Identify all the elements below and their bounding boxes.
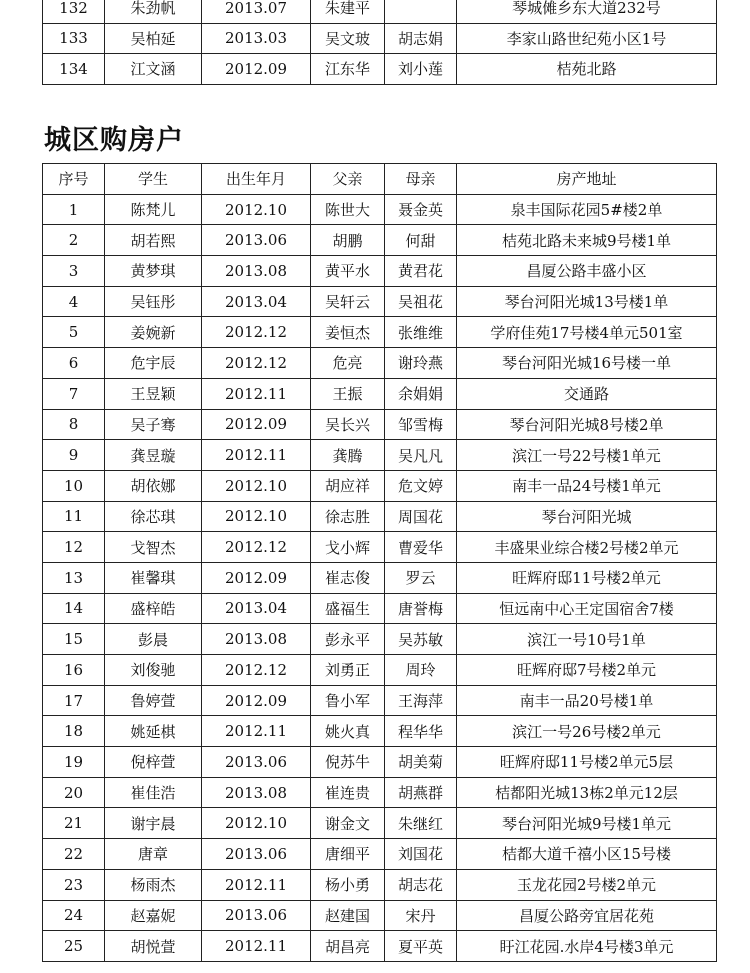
table-row — [43, 378, 717, 409]
cell-student: 刘俊驰 — [105, 655, 202, 686]
cell-birth: 2013.08 — [202, 624, 311, 655]
cell-mother: 张维维 — [385, 317, 457, 348]
cell-no: 11 — [43, 501, 105, 532]
cell-birth: 2012.09 — [202, 685, 311, 716]
cell-address: 琴台河阳光城13号楼1单 — [457, 286, 717, 317]
cell-birth: 2012.12 — [202, 532, 311, 563]
table-row — [43, 470, 717, 501]
cell-address: 滨江一号10号1单 — [457, 624, 717, 655]
cell-father: 姜恒杰 — [311, 317, 385, 348]
table-row — [43, 256, 717, 287]
cell-mother: 胡志娟 — [385, 23, 457, 54]
cell-no: 19 — [43, 747, 105, 778]
cell-birth: 2012.09 — [202, 409, 311, 440]
cell-father: 胡应祥 — [311, 470, 385, 501]
cell-student: 赵嘉妮 — [105, 900, 202, 931]
cell-mother: 刘小莲 — [385, 54, 457, 85]
cell-mother: 何甜 — [385, 225, 457, 256]
cell-birth: 2013.06 — [202, 900, 311, 931]
cell-father: 崔连贵 — [311, 777, 385, 808]
cell-mother: 胡燕群 — [385, 777, 457, 808]
cell-father: 江东华 — [311, 54, 385, 85]
cell-father: 赵建国 — [311, 900, 385, 931]
cell-address: 滨江一号26号楼2单元 — [457, 716, 717, 747]
table-row — [43, 716, 717, 747]
cell-student: 朱劲帆 — [105, 0, 202, 23]
cell-mother: 危文婷 — [385, 470, 457, 501]
header-birth: 出生年月 — [202, 164, 311, 195]
cell-mother: 吴苏敏 — [385, 624, 457, 655]
cell-birth: 2013.03 — [202, 23, 311, 54]
cell-student: 吴柏延 — [105, 23, 202, 54]
cell-birth: 2012.11 — [202, 440, 311, 471]
cell-father: 危亮 — [311, 348, 385, 379]
cell-no: 24 — [43, 900, 105, 931]
cell-mother — [385, 0, 457, 23]
cell-birth: 2013.06 — [202, 839, 311, 870]
cell-address: 恒远南中心王定国宿舍7楼 — [457, 593, 717, 624]
cell-no: 17 — [43, 685, 105, 716]
cell-address: 旺辉府邸7号楼2单元 — [457, 655, 717, 686]
cell-student: 谢宇晨 — [105, 808, 202, 839]
cell-father: 吴长兴 — [311, 409, 385, 440]
table-row — [43, 655, 717, 686]
cell-father: 倪苏牛 — [311, 747, 385, 778]
cell-address: 桔苑北路 — [457, 54, 717, 85]
table-row — [43, 0, 717, 23]
cell-birth: 2013.08 — [202, 777, 311, 808]
cell-mother: 宋丹 — [385, 900, 457, 931]
cell-no: 6 — [43, 348, 105, 379]
cell-mother: 周国花 — [385, 501, 457, 532]
cell-father: 彭永平 — [311, 624, 385, 655]
cell-student: 王昱颖 — [105, 378, 202, 409]
cell-father: 盛福生 — [311, 593, 385, 624]
table-row — [43, 501, 717, 532]
cell-address: 学府佳苑17号楼4单元501室 — [457, 317, 717, 348]
cell-father: 徐志胜 — [311, 501, 385, 532]
cell-mother: 余娟娟 — [385, 378, 457, 409]
cell-student: 姜婉新 — [105, 317, 202, 348]
cell-no: 10 — [43, 470, 105, 501]
cell-father: 刘勇正 — [311, 655, 385, 686]
cell-mother: 聂金英 — [385, 194, 457, 225]
cell-address: 昌厦公路丰盛小区 — [457, 256, 717, 287]
cell-address: 桔苑北路未来城9号楼1单 — [457, 225, 717, 256]
cell-birth: 2012.11 — [202, 378, 311, 409]
cell-student: 彭晨 — [105, 624, 202, 655]
cell-student: 陈梵儿 — [105, 194, 202, 225]
cell-mother: 谢玲燕 — [385, 348, 457, 379]
cell-mother: 王海萍 — [385, 685, 457, 716]
cell-address: 旺辉府邸11号楼2单元5层 — [457, 747, 717, 778]
cell-address: 琴台河阳光城 — [457, 501, 717, 532]
cell-father: 鲁小军 — [311, 685, 385, 716]
cell-father: 杨小勇 — [311, 869, 385, 900]
cell-father: 胡昌亮 — [311, 931, 385, 962]
cell-birth: 2012.12 — [202, 317, 311, 348]
cell-student: 危宇辰 — [105, 348, 202, 379]
cell-father: 姚火真 — [311, 716, 385, 747]
cell-no: 18 — [43, 716, 105, 747]
table-row — [43, 54, 717, 85]
table-row — [43, 23, 717, 54]
cell-student: 姚延棋 — [105, 716, 202, 747]
cell-birth: 2012.12 — [202, 655, 311, 686]
cell-student: 龚昱璇 — [105, 440, 202, 471]
cell-birth: 2012.10 — [202, 501, 311, 532]
cell-no: 4 — [43, 286, 105, 317]
cell-student: 唐章 — [105, 839, 202, 870]
housing-table — [42, 163, 717, 962]
cell-student: 胡依娜 — [105, 470, 202, 501]
cell-birth: 2013.04 — [202, 593, 311, 624]
header-address: 房产地址 — [457, 164, 717, 195]
cell-birth: 2012.11 — [202, 716, 311, 747]
cell-student: 盛梓皓 — [105, 593, 202, 624]
cell-student: 江文涵 — [105, 54, 202, 85]
cell-no: 25 — [43, 931, 105, 962]
section-title: 城区购房户 — [44, 125, 184, 156]
header-no: 序号 — [43, 164, 105, 195]
table-row — [43, 931, 717, 962]
cell-address: 桔都大道千禧小区15号楼 — [457, 839, 717, 870]
cell-mother: 吴凡凡 — [385, 440, 457, 471]
table-row — [43, 900, 717, 931]
cell-mother: 吴祖花 — [385, 286, 457, 317]
cell-father: 唐细平 — [311, 839, 385, 870]
cell-mother: 唐誉梅 — [385, 593, 457, 624]
cell-no: 15 — [43, 624, 105, 655]
cell-address: 琴台河阳光城9号楼1单元 — [457, 808, 717, 839]
cell-mother: 程华华 — [385, 716, 457, 747]
table-row — [43, 869, 717, 900]
cell-mother: 曹爱华 — [385, 532, 457, 563]
cell-father: 王振 — [311, 378, 385, 409]
table-row — [43, 747, 717, 778]
cell-student: 戈智杰 — [105, 532, 202, 563]
table-row — [43, 348, 717, 379]
cell-mother: 罗云 — [385, 562, 457, 593]
cell-birth: 2012.12 — [202, 348, 311, 379]
cell-birth: 2012.10 — [202, 808, 311, 839]
cell-no: 16 — [43, 655, 105, 686]
header-mother: 母亲 — [385, 164, 457, 195]
cell-birth: 2012.09 — [202, 54, 311, 85]
cell-address: 旺辉府邸11号楼2单元 — [457, 562, 717, 593]
cell-address: 琴城傩乡东大道232号 — [457, 0, 717, 23]
cell-birth: 2013.06 — [202, 225, 311, 256]
cell-birth: 2013.04 — [202, 286, 311, 317]
cell-address: 桔都阳光城13栋2单元12层 — [457, 777, 717, 808]
table-row — [43, 839, 717, 870]
cell-birth: 2012.10 — [202, 470, 311, 501]
cell-no: 9 — [43, 440, 105, 471]
cell-mother: 胡志花 — [385, 869, 457, 900]
table-row — [43, 286, 717, 317]
cell-no: 134 — [43, 54, 105, 85]
cell-no: 12 — [43, 532, 105, 563]
cell-address: 琴台河阳光城8号楼2单 — [457, 409, 717, 440]
cell-no: 21 — [43, 808, 105, 839]
cell-student: 黄梦琪 — [105, 256, 202, 287]
cell-no: 13 — [43, 562, 105, 593]
cell-birth: 2012.09 — [202, 562, 311, 593]
cell-father: 吴轩云 — [311, 286, 385, 317]
cell-no: 7 — [43, 378, 105, 409]
cell-birth: 2013.07 — [202, 0, 311, 23]
cell-student: 徐芯琪 — [105, 501, 202, 532]
cell-no: 23 — [43, 869, 105, 900]
cell-student: 鲁婷萱 — [105, 685, 202, 716]
cell-birth: 2012.11 — [202, 931, 311, 962]
table-row — [43, 532, 717, 563]
table-header-row — [43, 164, 717, 195]
table-row — [43, 562, 717, 593]
table-row — [43, 808, 717, 839]
cell-address: 滨江一号22号楼1单元 — [457, 440, 717, 471]
cell-mother: 黄君花 — [385, 256, 457, 287]
cell-birth: 2013.06 — [202, 747, 311, 778]
table-row — [43, 777, 717, 808]
cell-address: 交通路 — [457, 378, 717, 409]
cell-address: 李家山路世纪苑小区1号 — [457, 23, 717, 54]
cell-no: 20 — [43, 777, 105, 808]
cell-student: 崔佳浩 — [105, 777, 202, 808]
cell-address: 丰盛果业综合楼2号楼2单元 — [457, 532, 717, 563]
cell-father: 吴文玻 — [311, 23, 385, 54]
cell-mother: 周玲 — [385, 655, 457, 686]
cell-address: 玉龙花园2号楼2单元 — [457, 869, 717, 900]
previous-table-continuation — [42, 0, 717, 85]
cell-address: 泉丰国际花园5#楼2单 — [457, 194, 717, 225]
table-row — [43, 685, 717, 716]
cell-address: 昌厦公路旁宜居花苑 — [457, 900, 717, 931]
cell-father: 谢金文 — [311, 808, 385, 839]
cell-mother: 刘国花 — [385, 839, 457, 870]
cell-birth: 2012.10 — [202, 194, 311, 225]
cell-father: 胡鹏 — [311, 225, 385, 256]
table-row — [43, 624, 717, 655]
cell-no: 133 — [43, 23, 105, 54]
table-row — [43, 440, 717, 471]
cell-student: 胡若熙 — [105, 225, 202, 256]
cell-father: 黄平水 — [311, 256, 385, 287]
cell-address: 南丰一品20号楼1单 — [457, 685, 717, 716]
table-row — [43, 593, 717, 624]
cell-student: 崔馨琪 — [105, 562, 202, 593]
cell-no: 1 — [43, 194, 105, 225]
cell-mother: 邹雪梅 — [385, 409, 457, 440]
cell-father: 戈小辉 — [311, 532, 385, 563]
cell-father: 陈世大 — [311, 194, 385, 225]
cell-student: 吴钰彤 — [105, 286, 202, 317]
table-row — [43, 194, 717, 225]
cell-address: 琴台河阳光城16号楼一单 — [457, 348, 717, 379]
cell-father: 龚腾 — [311, 440, 385, 471]
cell-mother: 朱继红 — [385, 808, 457, 839]
table-row — [43, 409, 717, 440]
cell-birth: 2012.11 — [202, 869, 311, 900]
cell-address: 盱江花园.水岸4号楼3单元 — [457, 931, 717, 962]
cell-father: 朱建平 — [311, 0, 385, 23]
table-row — [43, 317, 717, 348]
header-father: 父亲 — [311, 164, 385, 195]
cell-student: 杨雨杰 — [105, 869, 202, 900]
cell-no: 8 — [43, 409, 105, 440]
cell-mother: 胡美菊 — [385, 747, 457, 778]
header-student: 学生 — [105, 164, 202, 195]
cell-mother: 夏平英 — [385, 931, 457, 962]
cell-no: 5 — [43, 317, 105, 348]
cell-no: 2 — [43, 225, 105, 256]
cell-student: 倪梓萱 — [105, 747, 202, 778]
cell-no: 132 — [43, 0, 105, 23]
cell-student: 胡悦萱 — [105, 931, 202, 962]
cell-student: 吴子骞 — [105, 409, 202, 440]
table-row — [43, 225, 717, 256]
cell-birth: 2013.08 — [202, 256, 311, 287]
cell-father: 崔志俊 — [311, 562, 385, 593]
cell-no: 22 — [43, 839, 105, 870]
cell-no: 3 — [43, 256, 105, 287]
cell-no: 14 — [43, 593, 105, 624]
cell-address: 南丰一品24号楼1单元 — [457, 470, 717, 501]
